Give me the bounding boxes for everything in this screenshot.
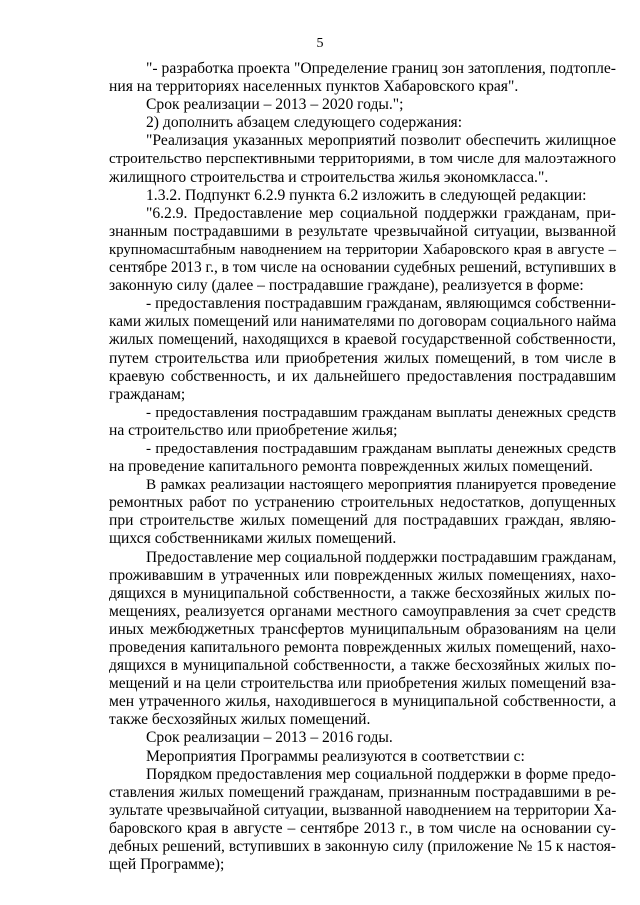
- document-body: [109, 60, 616, 874]
- text-line: щей Программе);: [109, 856, 225, 874]
- text-line: мещениях, реализуется органами местного самоуправления за счет средств: [109, 602, 616, 620]
- text-line: 2) дополнить абзацем следующего содержания:: [146, 114, 463, 132]
- text-line: Срок реализации – 2013 – 2020 годы.";: [146, 96, 404, 114]
- text-line: зультате чрезвычайной ситуации, вызванной наводнением на территории Ха-: [109, 801, 617, 819]
- text-line: проживавшим в утраченных или поврежденных жилых помещениях, нахо-: [109, 566, 616, 584]
- text-line: путем строительства или приобретения жилых помещений, в том числе в: [109, 349, 616, 367]
- text-line: законную силу (далее – пострадавшие граждане), реализуется в форме:: [109, 277, 584, 295]
- text-line: крупномасштабным наводнением на территории Хабаровского края в августе –: [109, 241, 616, 258]
- text-line: "- разработка проекта "Определение границ зон затопления, подтопле-: [146, 60, 616, 77]
- text-line: проведения капитального ремонта поврежденных жилых помещений, нахо-: [109, 639, 616, 656]
- text-line: - предоставления пострадавшим гражданам выплаты денежных средств: [146, 439, 616, 457]
- text-line: краевую собственность, и их дальнейшего предоставления пострадавшим: [109, 367, 616, 385]
- text-line: - предоставления пострадавшим гражданам выплаты денежных средств: [146, 403, 616, 421]
- text-line: мещений и на цели строительства или приобретения жилых помещений вза-: [109, 675, 616, 693]
- text-line: жилищного строительства и строительства жилья экономкласса.".: [109, 168, 549, 186]
- text-line: дящихся в муниципальной собственности, а также бесхозяйных жилых по-: [109, 657, 616, 675]
- text-line: В рамках реализации настоящего мероприятия планируется проведение: [146, 476, 616, 494]
- text-line: дебных решений, вступивших в законную силу (приложение № 15 к настоя-: [109, 838, 616, 856]
- text-line: сентябре 2013 г., в том числе на основании судебных решений, вступивших в: [109, 259, 617, 277]
- text-line: Порядком предоставления мер социальной поддержки в форме предо-: [146, 765, 616, 783]
- text-line: 1.3.2. Подпункт 6.2.9 пункта 6.2 изложить в следующей редакции:: [146, 186, 587, 204]
- text-line: Мероприятия Программы реализуются в соответствии с:: [146, 747, 525, 765]
- page-number: 5: [316, 36, 324, 51]
- text-line: мен утраченного жилья, находившегося в муниципальной собственности, а: [109, 693, 616, 711]
- text-line: дящихся в муниципальной собственности, а также бесхозяйных жилых по-: [109, 584, 616, 602]
- text-line: "6.2.9. Предоставление мер социальной поддержки гражданам, при-: [146, 204, 616, 222]
- text-line: иных межбюджетных трансфертов муниципальным образованиям на цели: [109, 620, 616, 638]
- text-line: также бесхозяйных жилых помещений.: [109, 711, 371, 729]
- text-line: ставления жилых помещений гражданам, признанным пострадавшими в ре-: [109, 783, 616, 801]
- text-line: при строительстве жилых помещений для пострадавших граждан, являю-: [109, 512, 616, 530]
- text-line: щихся собственниками жилых помещений.: [109, 530, 397, 548]
- text-line: знанным пострадавшими в результате чрезвычайной ситуации, вызванной: [109, 222, 616, 240]
- text-line: баровского края в августе – сентябре 2013 г., в том числе на основании су-: [109, 819, 616, 837]
- text-line: Предоставление мер социальной поддержки пострадавшим гражданам,: [146, 548, 617, 566]
- text-line: строительство перспективными территориями, в том числе для малоэтажного: [109, 150, 616, 168]
- text-line: ками жилых помещений или нанимателями по договорам социального найма: [109, 313, 617, 331]
- text-line: ния на территориях населенных пунктов Хабаровского края".: [109, 78, 519, 96]
- text-line: гражданам;: [109, 385, 186, 403]
- text-line: на проведение капитального ремонта поврежденных жилых помещений.: [109, 458, 593, 476]
- text-line: жилых помещений, находящихся в краевой государственной собственности,: [109, 331, 616, 349]
- text-line: на строительство или приобретение жилья;: [109, 421, 398, 439]
- text-line: Срок реализации – 2013 – 2016 годы.: [146, 729, 393, 747]
- text-line: - предоставления пострадавшим гражданам, являющимся собственни-: [146, 295, 616, 313]
- text-line: ремонтных работ по устранению строительных недостатков, допущенных: [109, 494, 616, 512]
- text-line: "Реализация указанных мероприятий позволит обеспечить жилищное: [146, 132, 616, 150]
